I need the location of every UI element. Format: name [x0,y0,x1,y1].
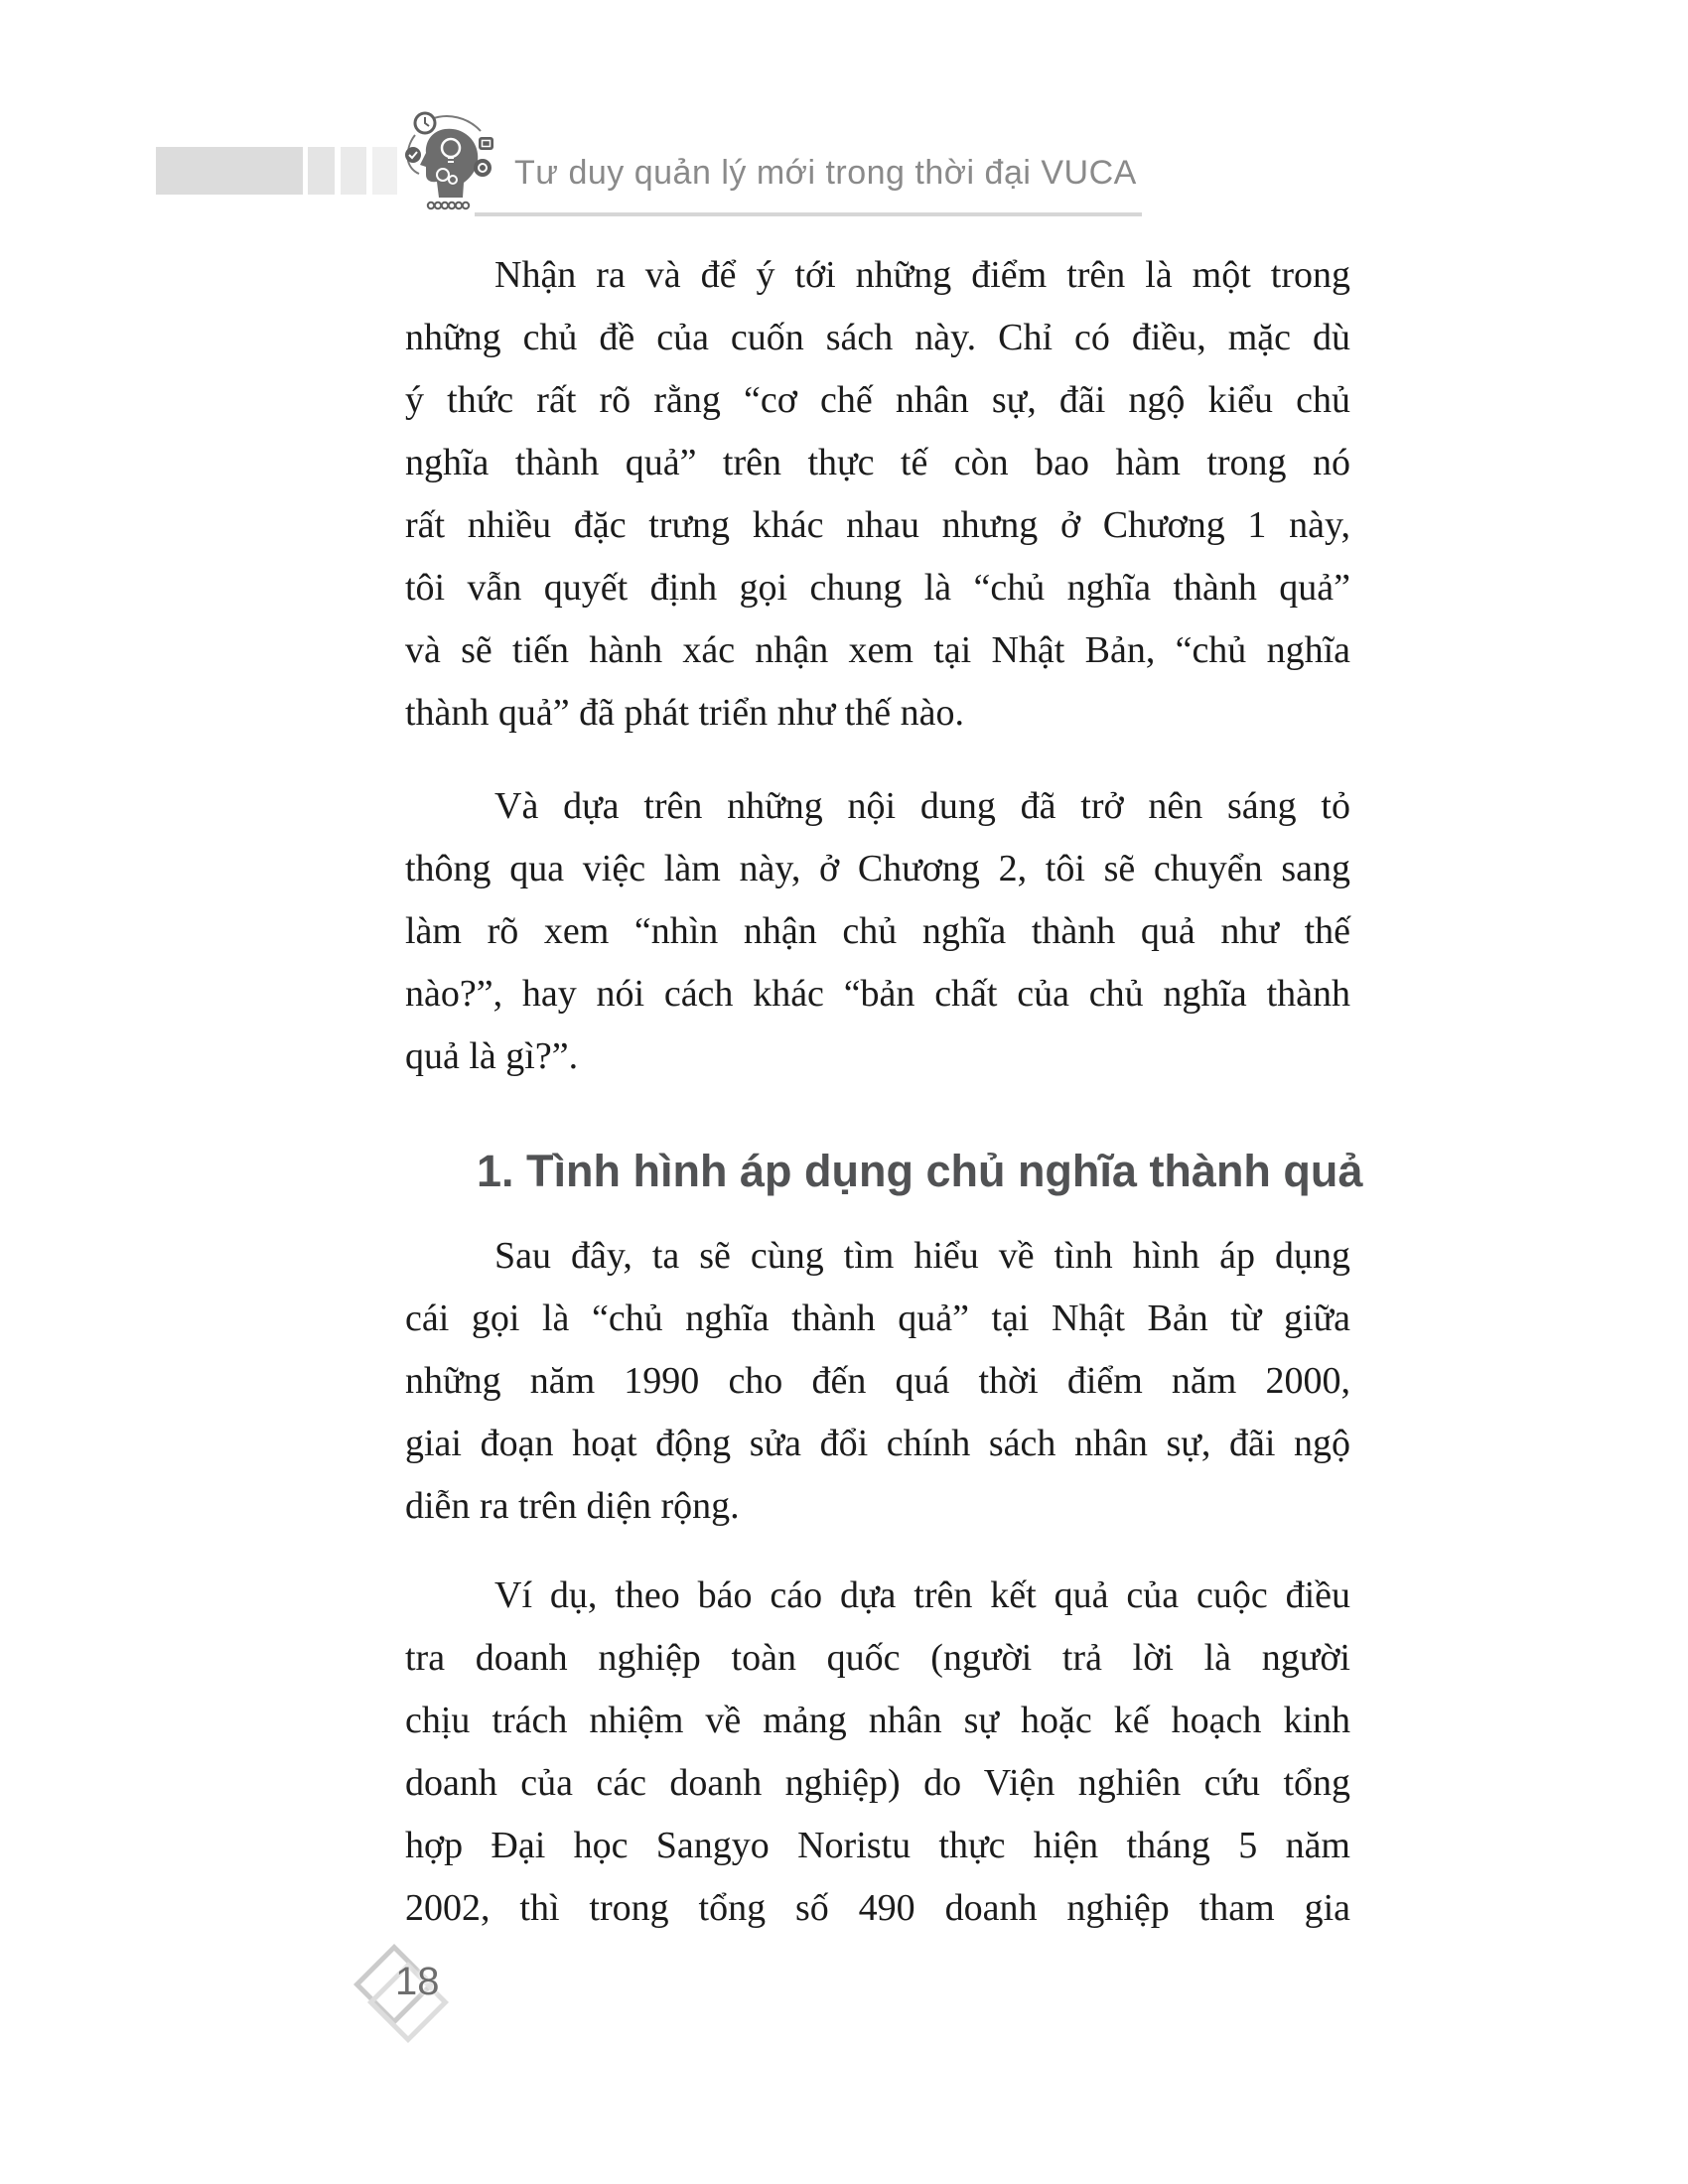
paragraph: Ví dụ, theo báo cáo dựa trên kết quả của cuộc điều tra doanh nghiệp toàn quốc (người trả lời là người chịu trách nhiệm về mảng nhân sự hoặc kế hoạch kinh doanh của các doanh nghiệp) do Viện nghiên cứu tổng hợp Đại học Sangyo Noristu thực hiện tháng 5 năm 2002, thì trong tổng số 490 doanh nghiệp tham gia [405,1574,1350,1929]
section-heading: 1. Tình hình áp dụng chủ nghĩa thành quả [477,1146,1363,1196]
running-head-title: Tư duy quản lý mới trong thời đại VUCA [514,154,1137,192]
page-body-text [405,244,1363,1940]
thinking-head-gears-icon [401,111,500,214]
page-number-badge [357,1942,477,2061]
header-decor-bars [156,147,404,195]
page-number: 18 [395,1960,440,2003]
paragraph: Và dựa trên những nội dung đã trở nên sáng tỏ thông qua việc làm này, ở Chương 2, tôi sẽ chuyển sang làm rõ xem “nhìn nhận chủ nghĩa thành quả như thế nào?”, hay nói cách khác “bản chất của chủ nghĩa thành quả là gì?”. [405,785,1350,1077]
decor-square [308,147,335,195]
decor-square [341,147,366,195]
header-rule [475,212,1142,216]
decor-square [372,147,397,195]
paragraph: Nhận ra và để ý tới những điểm trên là một trong những chủ đề của cuốn sách này. Chỉ có điều, mặc dù ý thức rất rõ rằng “cơ chế nhân sự, đãi ngộ kiểu chủ nghĩa thành quả” trên thực tế còn bao hàm trong nó rất nhiều đặc trưng khác nhau nhưng ở Chương 1 này, tôi vẫn quyết định gọi chung là “chủ nghĩa thành quả” và sẽ tiến hành xác nhận xem tại Nhật Bản, “chủ nghĩa thành quả” đã phát triển như thế nào. [405,254,1350,734]
paragraph: Sau đây, ta sẽ cùng tìm hiểu về tình hình áp dụng cái gọi là “chủ nghĩa thành quả” tại Nhật Bản từ giữa những năm 1990 cho đến quá thời điểm năm 2000, giai đoạn hoạt động sửa đổi chính sách nhân sự, đãi ngộ diễn ra trên diện rộng. [405,1235,1350,1527]
decor-bar [156,147,303,195]
